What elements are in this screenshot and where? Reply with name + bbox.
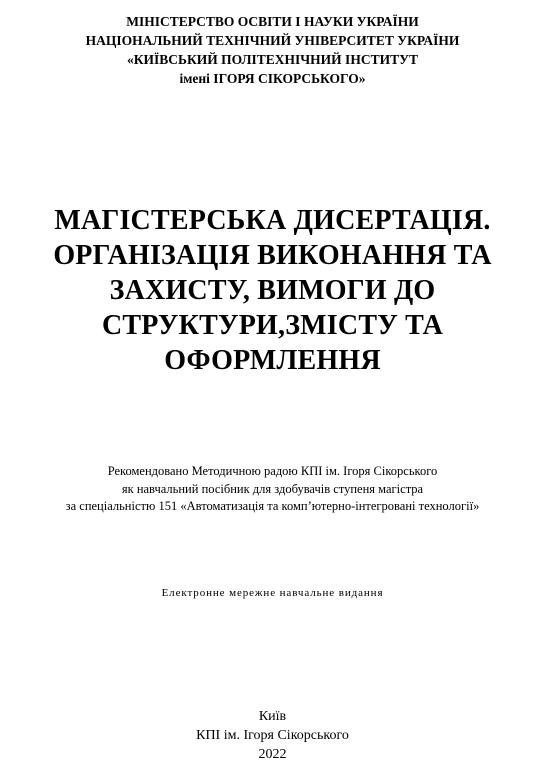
publication-city: Київ <box>258 709 287 724</box>
recommendation-line: Рекомендовано Методичною радою КПІ ім. Ігоря Сікорського <box>107 464 438 478</box>
institute-named-after: імені ІГОРЯ СІКОРСЬКОГО» <box>179 71 366 86</box>
title-line: ОФОРМЛЕННЯ <box>164 345 381 376</box>
title-line: СТРУКТУРИ,ЗМІСТУ ТА <box>101 310 444 341</box>
edition-type: Електронне мережне навчальне видання <box>161 587 384 599</box>
title-line: МАГІСТЕРСЬКА ДИСЕРТАЦІЯ. <box>54 205 491 236</box>
publisher-name: КПІ ім. Ігоря Сікорського <box>196 728 349 743</box>
ministry-name: МІНІСТЕРСТВО ОСВІТИ І НАУКИ УКРАЇНИ <box>126 14 419 29</box>
publication-year: 2022 <box>258 747 287 762</box>
institution-header <box>0 12 545 88</box>
university-name: НАЦІОНАЛЬНИЙ ТЕХНІЧНИЙ УНІВЕРСИТЕТ УКРАЇНИ <box>85 33 460 48</box>
recommendation-line: як навчальний посібник для здобувачів ступеня магістра <box>121 481 424 496</box>
title-line: ОРГАНІЗАЦІЯ ВИКОНАННЯ ТА <box>53 240 492 271</box>
imprint-footer <box>0 707 545 764</box>
title-line: ЗАХИСТУ, ВИМОГИ ДО <box>109 275 436 306</box>
document-title <box>0 203 545 378</box>
institute-name: «КИЇВСЬКИЙ ПОЛІТЕХНІЧНИЙ ІНСТИТУТ <box>126 52 418 67</box>
recommendation-block <box>0 463 545 516</box>
recommendation-line: за спеціальністю 151 «Автоматизація та комп’ютерно-інтегровані технології» <box>65 499 480 513</box>
